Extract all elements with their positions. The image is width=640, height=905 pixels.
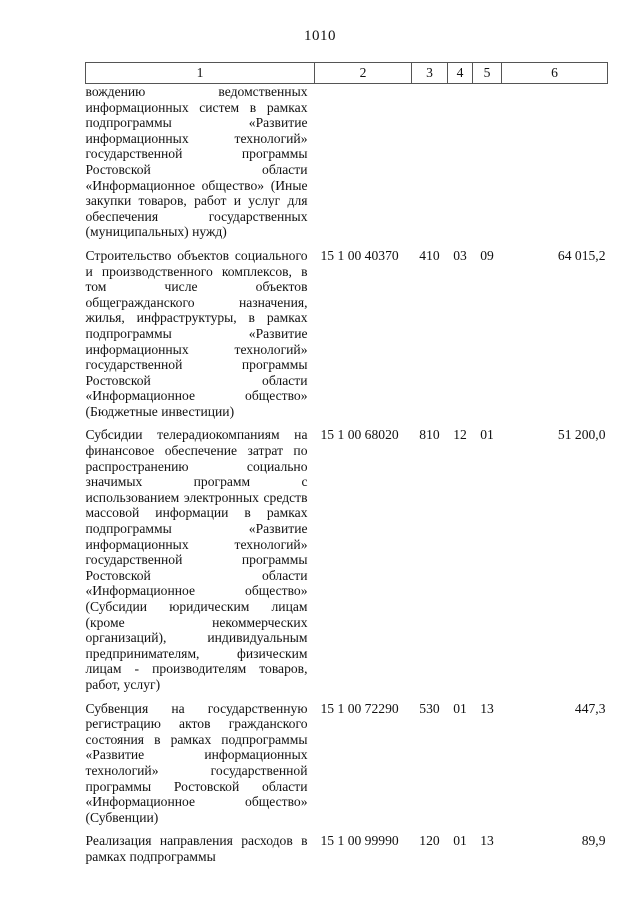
row-expense-type: 810 bbox=[419, 427, 440, 443]
row-description: вождению ведомственных информационных систем в рамках подпрограммы «Развитие информационных технологий» государственной программы Ростовской области «Информационное общество» (Иные закупки товаров, работ и услуг для обеспечения государственных (муниципальных) нужд) bbox=[85, 84, 308, 240]
column-header-3: 3 bbox=[412, 63, 448, 84]
table-row bbox=[86, 427, 608, 700]
row-section bbox=[448, 84, 473, 248]
row-description: Субсидии телерадиокомпаниям на финансовое обеспечение затрат по распространению социально значимых программ с использованием электронных средств массовой информации в рамках подпрограммы «Развитие информационных технологий» государственной программы Ростовской области «Информационное общество» (Субсидии юридическим лицам (кроме некоммерческих организаций), индивидуальным предпринимателям, физическим лицам - производителям товаров, работ, услуг) bbox=[85, 427, 308, 692]
row-section: 01 bbox=[453, 833, 467, 849]
budget-table bbox=[85, 62, 608, 873]
row-amount: 89,9 bbox=[581, 833, 606, 849]
row-expense-type: 530 bbox=[419, 700, 440, 716]
row-description: Реализация направления расходов в рамках подпрограммы bbox=[85, 833, 308, 864]
row-subsection: 09 bbox=[480, 247, 494, 263]
row-target-code: 15 1 00 99990 bbox=[320, 833, 399, 849]
row-subsection bbox=[473, 84, 502, 248]
row-target-code: 15 1 00 72290 bbox=[320, 700, 399, 716]
column-header-6: 6 bbox=[502, 63, 608, 84]
row-amount: 51 200,0 bbox=[557, 427, 606, 443]
row-subsection: 13 bbox=[480, 833, 494, 849]
row-expense-type: 410 bbox=[419, 247, 440, 263]
row-subsection: 13 bbox=[480, 700, 494, 716]
row-section: 03 bbox=[453, 247, 467, 263]
column-header-5: 5 bbox=[473, 63, 502, 84]
table-row bbox=[86, 84, 608, 248]
row-description: Субвенция на государственную регистрацию актов гражданского состояния в рамках подпрограммы «Развитие информационных технологий» государственной программы Ростовской области «Информационное общество» (Субвенции) bbox=[85, 700, 308, 825]
row-target-code: 15 1 00 68020 bbox=[320, 427, 399, 443]
row-section: 01 bbox=[453, 700, 467, 716]
row-target-code bbox=[315, 84, 412, 248]
row-amount: 447,3 bbox=[574, 700, 606, 716]
column-header-4: 4 bbox=[448, 63, 473, 84]
row-subsection: 01 bbox=[480, 427, 494, 443]
table-row bbox=[86, 248, 608, 428]
table-header-row bbox=[86, 63, 608, 84]
row-expense-type bbox=[412, 84, 448, 248]
row-expense-type: 120 bbox=[419, 833, 440, 849]
row-description: Строительство объектов социального и производственного комплексов, в том числе объектов общегражданского назначения, жилья, инфраструктуры, в рамках подпрограммы «Развитие информационных технологий» государственной программы Ростовской области «Информационное общество» (Бюджетные инвестиции) bbox=[85, 247, 308, 419]
row-section: 12 bbox=[453, 427, 467, 443]
row-amount bbox=[502, 84, 608, 248]
page-number: 1010 bbox=[304, 28, 336, 44]
column-header-1: 1 bbox=[86, 63, 315, 84]
table-row bbox=[86, 833, 608, 872]
column-header-2: 2 bbox=[315, 63, 412, 84]
row-target-code: 15 1 00 40370 bbox=[320, 247, 399, 263]
table-row bbox=[86, 701, 608, 834]
row-amount: 64 015,2 bbox=[557, 247, 606, 263]
